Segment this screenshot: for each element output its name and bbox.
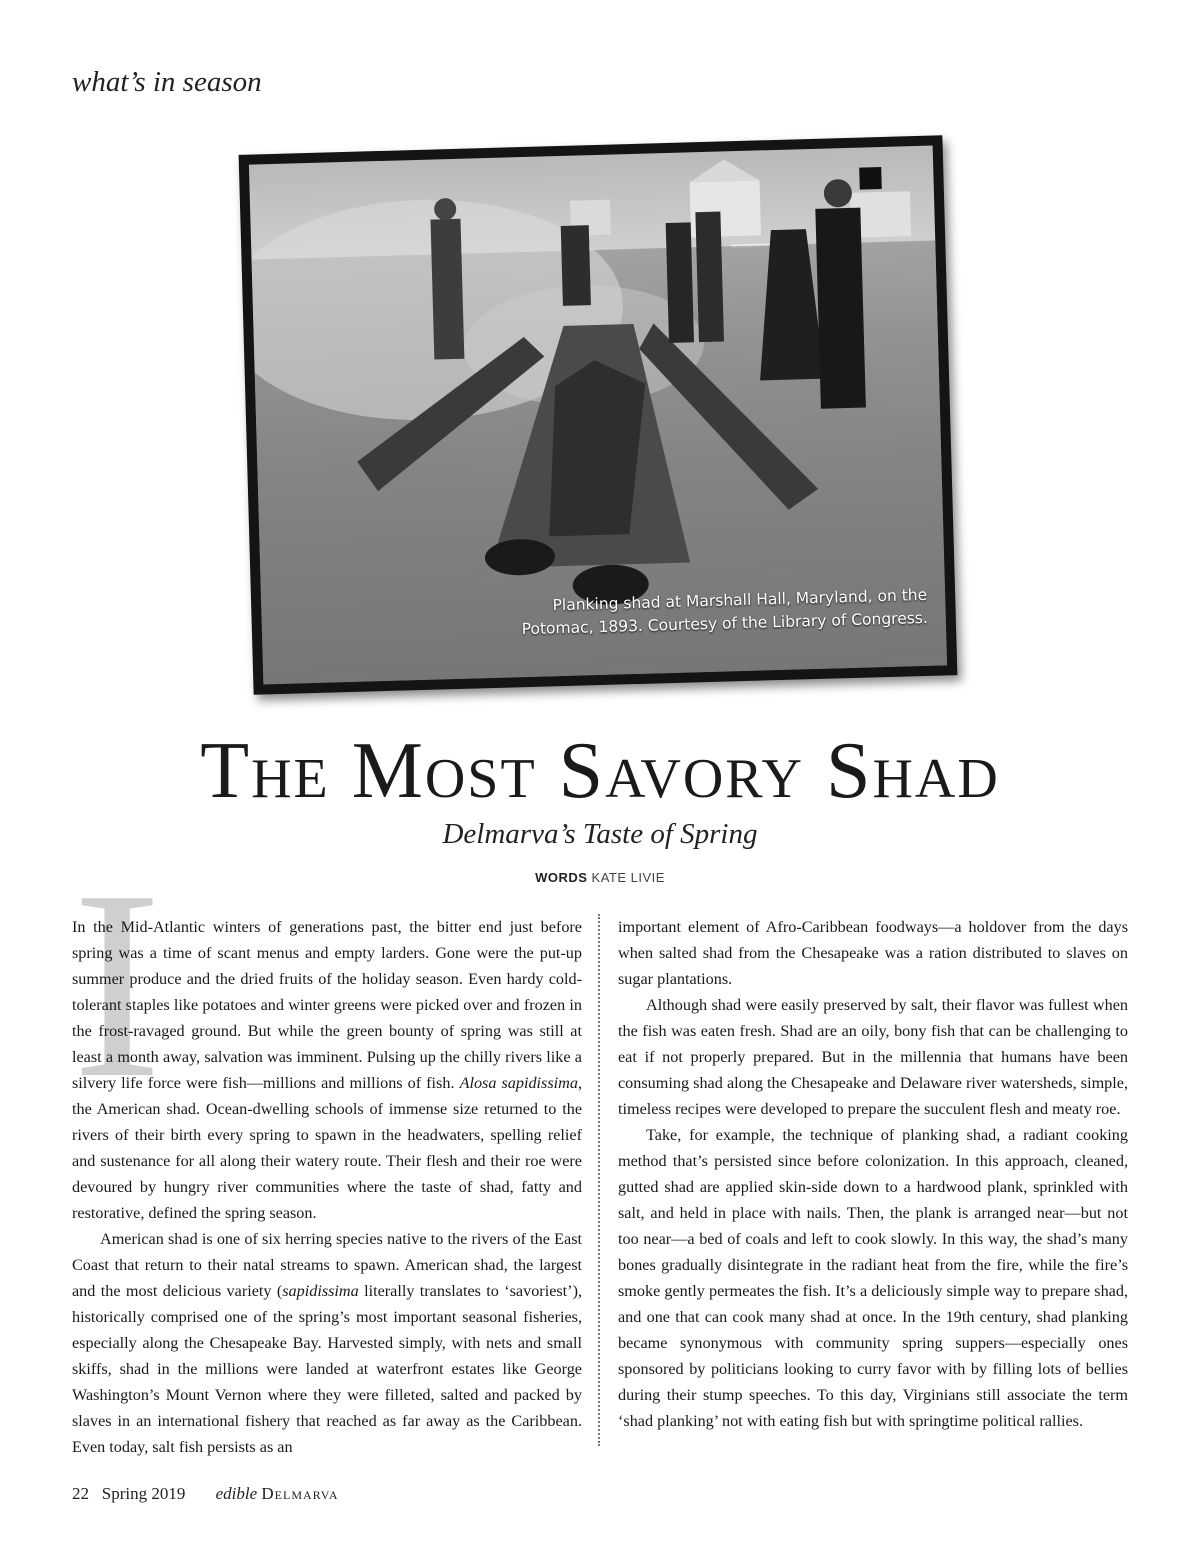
article-title: The Most Savory Shad xyxy=(200,727,1000,815)
page-footer xyxy=(72,1484,339,1504)
article-column-right xyxy=(618,914,1128,1434)
historic-photo xyxy=(239,135,958,694)
article-paragraph-2 xyxy=(72,1226,582,1460)
article-paragraph-2-continued: important element of Afro-Caribbean foodways—a holdover from the days when salted shad from the Chesapeake was a ration distributed to slaves on sugar plantations. xyxy=(618,918,1128,988)
brand-name: Delmarva xyxy=(261,1484,339,1503)
photo-image xyxy=(249,146,947,685)
p1-species-name: Alosa sapidissima xyxy=(459,1074,578,1092)
drop-cap: I xyxy=(72,835,162,1134)
article-paragraph-4: Take, for example, the technique of planking shad, a radiant cooking method that’s persisted since before colonization. In this approach, cleaned, gutted shad are applied skin-side down to a hardwood plank, sprinkled with salt, and held in place with nails. Then, the plank is arranged near—but not too near—a bed of coals and left to cook slowly. In this way, the shad’s many bones gradually disintegrate in the radiant heat from the fire, while the fire’s smoke gently permeates the fish. It’s a deliciously simple way to prepare shad, and one that can cook many shad at once. In the 19th century, shad planking became synonymous with community spring suppers—especially ones sponsored by politicians looking to curry favor with by filling lots of bellies during their stump speeches. To this day, Virginians still associate the term ‘shad planking’ not with eating fish but with springtime political rallies. xyxy=(618,1126,1128,1430)
page-number: 22 xyxy=(72,1484,89,1503)
p1-text: In the Mid-Atlantic winters of generations past, the bitter end just before spring was a time of scant menus and empty larders. Gone were the put-up summer produce and the dried fruits of the holiday season. Even hardy cold-tolerant staples like potatoes and winter greens were picked over and frozen in the frost-ravaged ground. But while the green bounty of spring was still at least a month away, salvation was imminent. Pulsing up the chilly rivers like a silvery life force were fish—millions and millions of fish. xyxy=(72,918,582,1092)
p1-text-after: , the American shad. Ocean-dwelling schools of immense size returned to the rivers of their birth every spring to spawn in the headwaters, spelling relief and sustenance for all along their watery route. Their flesh and their roe were devoured by hungry river communities where the taste of shad, fatty and restorative, defined the spring season. xyxy=(72,1074,582,1222)
p2-text: American shad is one of six herring species native to the rivers of the East Coast that return to their natal streams to spawn. American shad, the largest and the most delicious variety ( xyxy=(72,1230,582,1300)
byline-author: KATE LIVIE xyxy=(591,870,665,885)
brand-edible: edible xyxy=(215,1484,258,1503)
article-byline xyxy=(0,870,1200,885)
article-subtitle: Delmarva’s Taste of Spring xyxy=(442,818,758,850)
photo-caption-line-2: Potomac, 1893. Courtesy of the Library of Congress. xyxy=(521,608,929,639)
column-divider xyxy=(598,914,600,1446)
article-paragraph-1 xyxy=(72,914,582,1226)
byline-label: WORDS xyxy=(535,870,588,885)
p2-italic-term: sapidissima xyxy=(282,1282,359,1300)
section-label: what’s in season xyxy=(72,66,262,98)
photo-caption-line-1: Planking shad at Marshall Hall, Maryland, on the xyxy=(552,585,928,615)
issue-label: Spring 2019 xyxy=(101,1484,186,1503)
article-paragraph-3: Although shad were easily preserved by salt, their flavor was fullest when the fish was eaten fresh. Shad are an oily, bony fish that can be challenging to eat if not properly prepared. But in the millennia that humans have been consuming shad along the Chesapeake and Delaware river watersheds, simple, timeless recipes were developed to prepare the succulent flesh and meaty roe. xyxy=(618,996,1128,1118)
article-column-left xyxy=(72,914,582,1460)
p2-text-after: literally translates to ‘savoriest’), historically comprised one of the spring’s most important seasonal fisheries, especially along the Chesapeake Bay. Harvested simply, with nets and small skiffs, shad in the millions were landed at waterfront estates like George Washington’s Mount Vernon where they were filleted, salted and packed by slaves in an international fishery that reached as far away as the Caribbean. Even today, salt fish persists as an xyxy=(72,1282,583,1456)
